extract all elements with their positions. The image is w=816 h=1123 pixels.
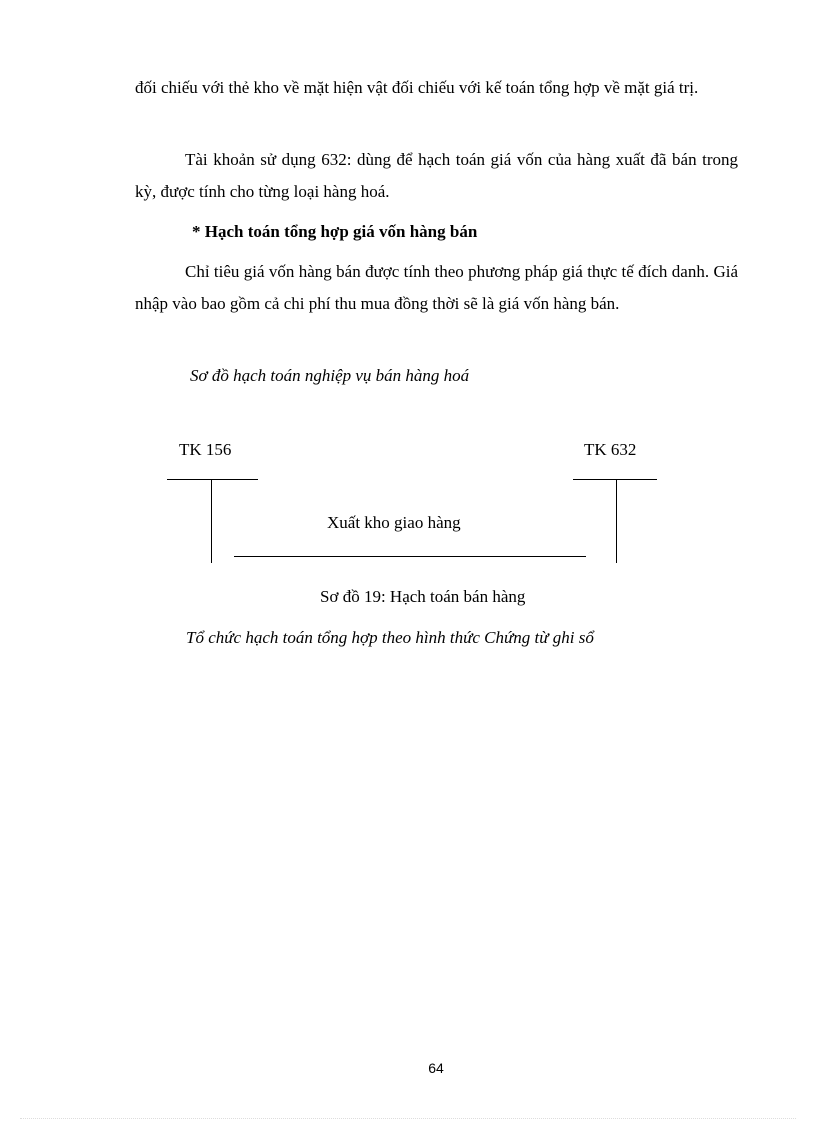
- page-number: 64: [428, 1060, 444, 1076]
- t-account-right-top-bar: [573, 479, 657, 480]
- paragraph-1: đối chiếu với thẻ kho về mặt hiện vật đối chiếu với kế toán tổng hợp về mặt giá trị.: [135, 78, 699, 97]
- account-label-tk156: TK 156: [179, 440, 232, 459]
- flow-line: [234, 556, 586, 557]
- t-account-left-stem: [211, 479, 212, 563]
- t-account-left-top-bar: [167, 479, 258, 480]
- section-heading: * Hạch toán tổng hợp giá vốn hàng bán: [192, 222, 478, 241]
- t-account-right-stem: [616, 479, 617, 563]
- flow-label: Xuất kho giao hàng: [327, 513, 461, 532]
- figure-caption: Sơ đồ 19: Hạch toán bán hàng: [320, 587, 526, 606]
- account-label-tk632: TK 632: [584, 440, 637, 459]
- next-section-heading: Tổ chức hạch toán tổng hợp theo hình thức Chứng từ ghi sổ: [186, 628, 594, 647]
- paragraph-3: Chỉ tiêu giá vốn hàng bán được tính theo phương pháp giá thực tế đích danh. Giá nhập vào bao gồm cả chi phí thu mua đồng thời sẽ là giá vốn hàng bán.: [135, 262, 738, 313]
- diagram-caption: Sơ đồ hạch toán nghiệp vụ bán hàng hoá: [190, 366, 470, 385]
- paragraph-2: Tài khoản sử dụng 632: dùng để hạch toán giá vốn của hàng xuất đã bán trong kỳ, được tính cho từng loại hàng hoá.: [135, 150, 738, 201]
- page-bottom-border: [20, 1118, 796, 1119]
